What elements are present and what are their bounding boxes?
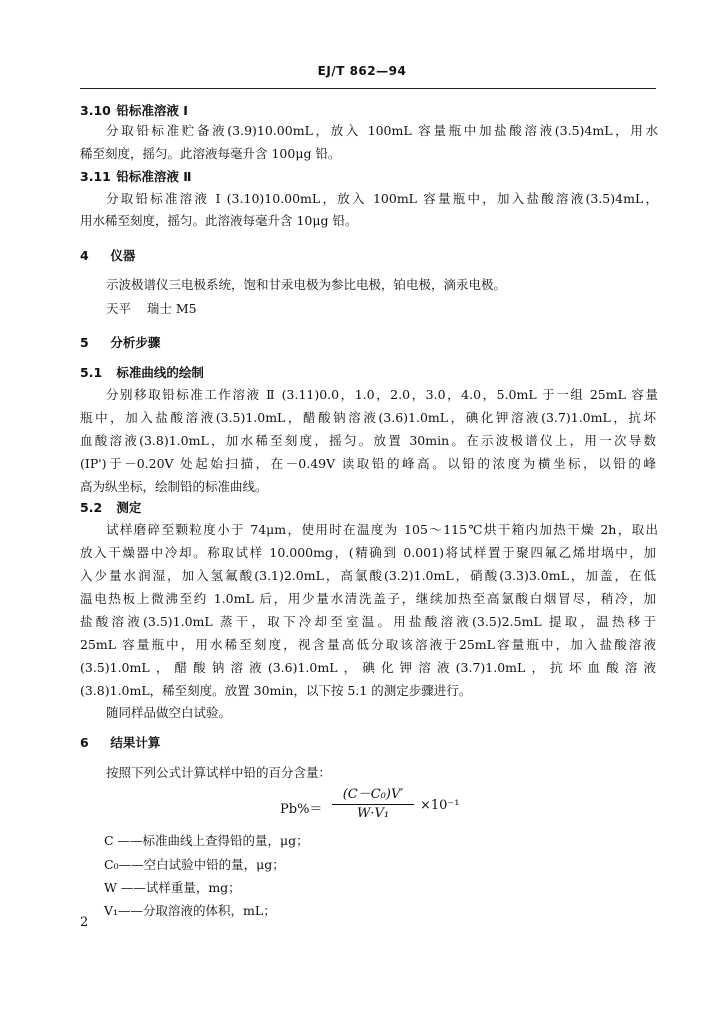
section-heading-5	[80, 334, 656, 352]
paragraph-line: 试样磨碎至颗粒度小于 74μm，使用时在温度为 105～115℃烘干箱内加热干燥 2h，取出	[106, 522, 658, 537]
section-number: 3.11	[80, 169, 111, 184]
section-title: 铅标准溶液 Ⅱ	[116, 169, 192, 184]
section-title: 测定	[116, 500, 142, 515]
section-heading-5-2	[80, 499, 656, 517]
formula-denominator: W·V₁	[356, 806, 390, 821]
section-title: 铅标准溶液 I	[116, 103, 188, 118]
paragraph-line: (IP')于－0.20V 处起始扫描，在－0.49V 读取铅的峰高。以铅的浓度为横坐标，以铅的峰	[80, 456, 656, 471]
section-title: 分析步骤	[110, 335, 161, 350]
section-number: 6	[80, 735, 89, 750]
paragraph-line: 入少量水润湿，加入氢氟酸(3.1)2.0mL，高氯酸(3.2)1.0mL，硝酸(3.3)3.0mL，加盖，在低	[80, 568, 656, 583]
paragraph-line: 稀至刻度，摇匀。此溶液每毫升含 100μg 铅。	[80, 146, 341, 161]
standard-code-header: EJ/T 862—94	[317, 64, 407, 78]
paragraph-line: 用水稀至刻度，摇匀。此溶液每毫升含 10μg 铅。	[80, 213, 358, 228]
section-heading-5-1	[80, 364, 656, 382]
section-number: 5.2	[80, 500, 103, 515]
section-title: 标准曲线的绘制	[116, 365, 204, 380]
paragraph-line: 瓶中，加入盐酸溶液(3.5)1.0mL，醋酸钠溶液(3.6)1.0mL，碘化钾溶液(3.7)1.0mL，抗坏	[80, 410, 656, 425]
page-number: 2	[80, 915, 89, 930]
lead-percentage-formula	[280, 786, 480, 826]
variable-definition: V₁——分取溶液的体积，mL；	[104, 903, 276, 918]
paragraph-line: 分取铅标准贮备液(3.9)10.00mL，放入 100mL 容量瓶中加盐酸溶液(3.5)4mL，用水	[106, 123, 658, 138]
paragraph-line: 分别移取铅标准工作溶液 Ⅱ (3.11)0.0，1.0，2.0，3.0，4.0，5.0mL 于一组 25mL 容量	[106, 387, 658, 402]
paragraph-line: 25mL 容量瓶中，用水稀至刻度，视含量高低分取该溶液于25mL容量瓶中，加入盐酸溶液	[80, 637, 656, 652]
header-rule	[80, 88, 656, 89]
formula-lhs: Pb%＝	[280, 802, 323, 817]
section-number: 4	[80, 248, 89, 263]
section-title: 结果计算	[110, 735, 161, 750]
section-number: 3.10	[80, 103, 111, 118]
section-number: 5	[80, 335, 89, 350]
section-heading-6	[80, 734, 656, 752]
paragraph-line: 天平 瑞士 M5	[106, 301, 197, 316]
paragraph-line: 温电热板上微沸至约 1.0mL 后，用少量水清洗盖子，继续加热至高氯酸白烟冒尽，稍冷，加	[80, 591, 656, 606]
variable-definition: C₀——空白试验中铅的量，μg；	[104, 857, 285, 872]
section-title: 仪器	[110, 248, 136, 263]
paragraph-line: 放入干燥器中冷却。称取试样 10.000mg，(精确到 0.001)将试样置于聚四氟乙烯坩埚中，加	[80, 545, 656, 560]
formula-numerator: (C－C₀)V′	[342, 787, 404, 802]
section-heading-4	[80, 247, 656, 265]
section-number: 5.1	[80, 365, 103, 380]
formula-intro: 按照下列公式计算试样中铅的百分含量：	[106, 765, 332, 780]
paragraph-line: 盐酸溶液(3.5)1.0mL 蒸干，取下冷却至室温。用盐酸溶液(3.5)2.5mL 提取，温热移于	[80, 614, 656, 629]
paragraph-line: 示波极谱仪三电极系统，饱和甘汞电极为参比电极，铂电极，滴汞电极。	[106, 277, 507, 292]
variable-definition: C ——标准曲线上查得铅的量，μg；	[104, 833, 309, 848]
paragraph-line: (3.5)1.0mL，醋酸钠溶液(3.6)1.0mL，碘化钾溶液(3.7)1.0mL，抗坏血酸溶液	[80, 660, 656, 675]
paragraph-line: 血酸溶液(3.8)1.0mL，加水稀至刻度，摇匀。放置 30min。在示波极谱仪上，用一次导数	[80, 433, 656, 448]
formula-multiplier: ×10⁻¹	[420, 798, 460, 813]
formula-fraction	[332, 786, 414, 823]
section-heading-3-11	[80, 168, 656, 186]
paragraph-line: 随同样品做空白试验。	[106, 705, 232, 720]
paragraph-line: 高为纵坐标，绘制铅的标准曲线。	[80, 479, 268, 494]
paragraph-line: (3.8)1.0mL，稀至刻度。放置 30min，以下按 5.1 的测定步骤进行。	[80, 683, 472, 698]
variable-definition: W ——试样重量，mg；	[104, 880, 241, 895]
paragraph-line: 分取铅标准溶液 I (3.10)10.00mL，放入 100mL 容量瓶中，加入盐酸溶液(3.5)4mL，	[106, 191, 658, 206]
section-heading-3-10	[80, 102, 656, 120]
